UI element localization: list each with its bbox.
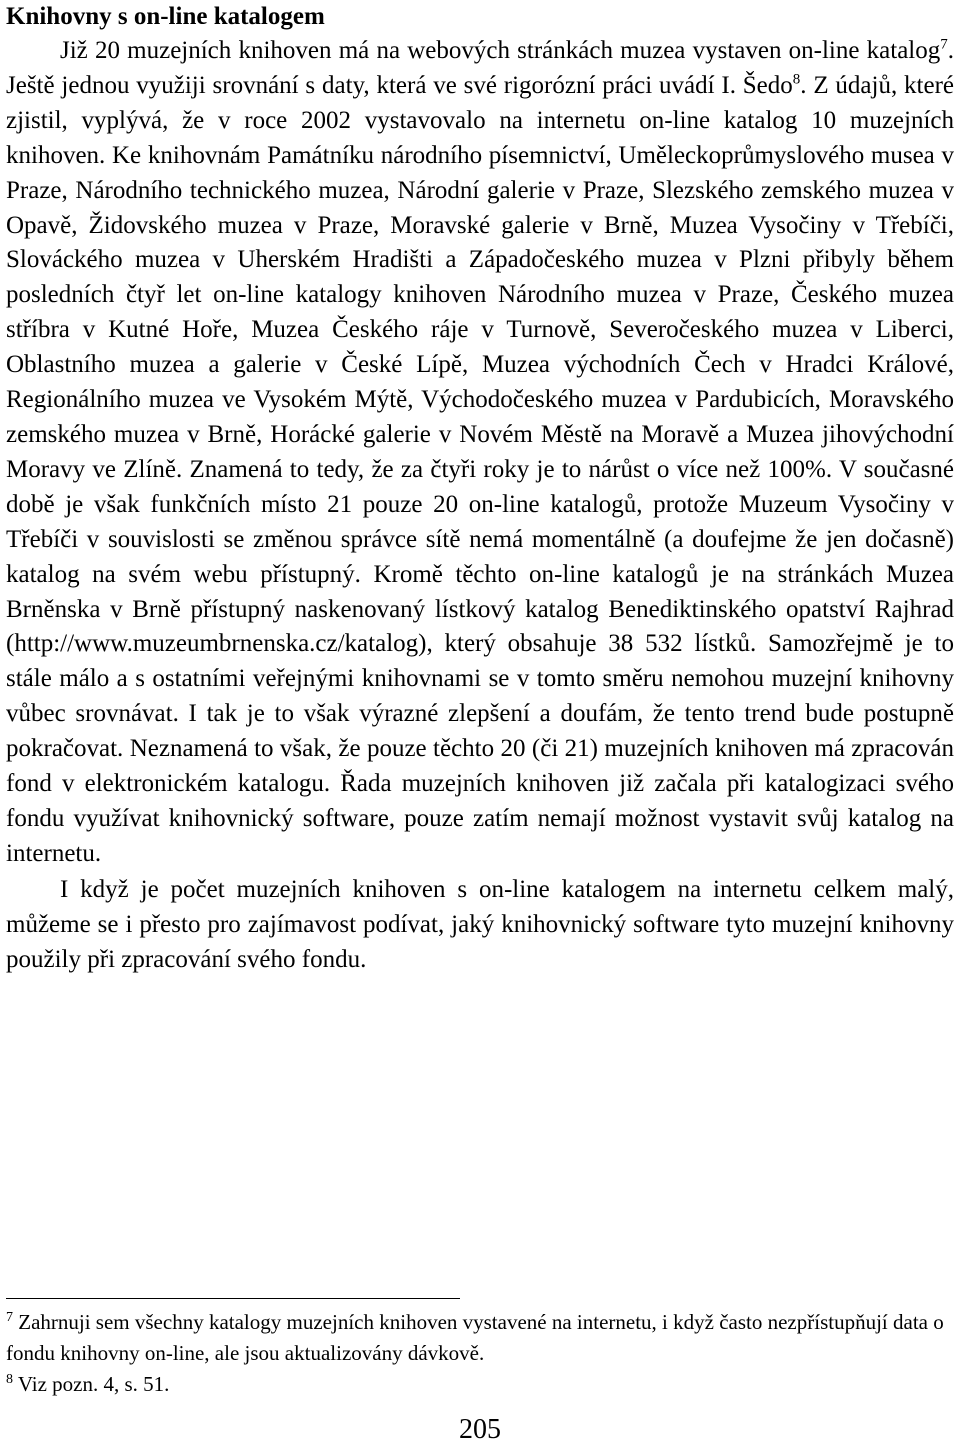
footnote-text: Zahrnuji sem všechny katalogy muzejních knihoven vystavené na internetu, i když často nezpřístupňují data o fondu knihovny on-line, ale jsou aktualizovány dávkově. — [6, 1310, 944, 1365]
page-number: 205 — [459, 1414, 501, 1445]
footnote-number: 8 — [6, 1372, 13, 1387]
footnote-text: Viz pozn. 4, s. 51. — [13, 1372, 170, 1396]
footnote-divider — [6, 1298, 460, 1299]
footnote-ref-8[interactable]: 8 — [792, 71, 801, 88]
footnote-7 — [6, 1307, 954, 1369]
paragraph-text: Již 20 muzejních knihoven má na webových stránkách muzea vystaven on-line katalog — [60, 37, 941, 64]
footnote-8 — [6, 1369, 954, 1400]
body-paragraph-1 — [6, 34, 954, 872]
document-page — [6, 0, 954, 977]
footnote-ref-7[interactable]: 7 — [940, 36, 948, 53]
footnotes-section — [6, 1298, 954, 1400]
section-heading: Knihovny s on-line katalogem — [6, 3, 325, 30]
paragraph-text: . Z údajů, které zjistil, vyplývá, že v roce 2002 vystavovalo na internetu on-line katalog 10 muzejních knihoven. Ke knihovnám Památníku národního písemnictví, Uměleckoprůmyslového musea v Praze, Národního technického muzea, Národní galerie v Praze, Slezského zemského muzea v Opavě, Židovského muzea v Praze, Moravské galerie v Brně, Muzea Vysočiny v Třebíči, Slováckého muzea v Uherském Hradišti a Západočeského muzea v Plzni přibyly během posledních čtyř let on-line katalogy knihoven Národního muzea v Praze, Českého muzea stříbra v Kutné Hoře, Muzea Českého ráje v Turnově, Severočeského muzea v Liberci, Oblastního muzea a galerie v České Lípě, Muzea východních Čech v Hradci Králové, Regionálního muzea ve Vysokém Mýtě, Východočeského muzea v Pardubicích, Moravského zemského muzea v Brně, Horácké galerie v Novém Městě na Moravě a Muzea jihovýchodní Moravy ve Zlíně. Znamená to tedy, že za čtyři roky je to nárůst o více než 100%. V současné době je však funkčních místo 21 pouze 20 on-line katalogů, protože Muzeum Vysočiny v Třebíči v souvislosti se změnou správce sítě nemá momentálně (a doufejme že jen dočasně) katalog na svém webu přístupný. Kromě těchto on-line katalogů je na stránkách Muzea Brněnska v Brně přístupný naskenovaný lístkový katalog Benediktinského opatství Rajhrad (http://www.muzeumbrnenska.cz/katalog), který obsahuje 38 532 lístků. Samozřejmě je to stále málo a s ostatními veřejnými knihovnami se v tomto směru nemohou muzejní knihovny vůbec srovnávat. I tak je to však výrazné zlepšení a doufám, že tento trend bude postupně pokračovat. Neznamená to však, že pouze těchto 20 (či 21) muzejních knihoven má zpracován fond v elektronickém katalogu. Řada muzejních knihoven již začala při katalogizaci svého fondu využívat knihovnický software, pouze zatím nemají možnost vystavit svůj katalog na internetu. — [6, 71, 955, 867]
body-paragraph-2: I když je počet muzejních knihoven s on-line katalogem na internetu celkem malý, můžeme se i přesto pro zajímavost podívat, jaký knihovnický software tyto muzejní knihovny použily při zpracování svého fondu. — [6, 875, 954, 973]
paragraph-text: . Ještě jednou využiji srovnání s daty, která ve své rigorózní práci uvádí I. Šedo — [6, 37, 954, 99]
footnote-number: 7 — [6, 1310, 13, 1325]
